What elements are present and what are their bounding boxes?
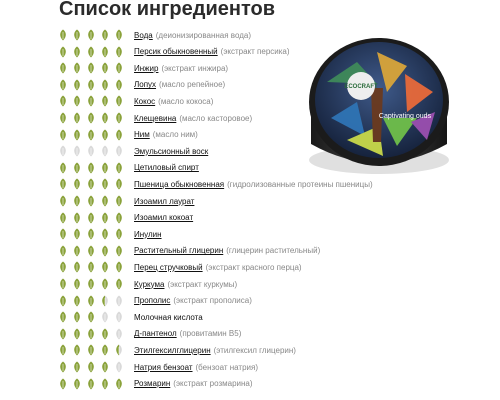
leaf-icon: [86, 112, 96, 124]
ingredient-name-link[interactable]: Пшеница обыкновенная: [134, 179, 225, 189]
product-name: Captivating ouds: [378, 113, 432, 120]
ingredient-row: [58, 161, 199, 175]
leaf-icon: [86, 178, 96, 190]
ingredient-note: (гидролизованные протеины пшеницы): [227, 179, 373, 189]
leaf-icon: [86, 129, 96, 141]
ingredient-note: (экстракт прополиса): [173, 296, 252, 306]
ingredient-note: (провитамин B5): [179, 329, 242, 339]
ingredient-name-link[interactable]: Вода: [134, 30, 153, 40]
leaf-icon: [72, 245, 82, 257]
ingredient-name-link[interactable]: Розмарин: [134, 379, 171, 389]
safety-rating: [58, 261, 134, 273]
leaf-icon: [72, 328, 82, 340]
ingredient-row: [58, 310, 203, 324]
leaf-icon: [100, 311, 110, 323]
leaf-icon: [58, 46, 68, 58]
leaf-icon: [72, 29, 82, 41]
leaf-icon: [100, 62, 110, 74]
leaf-icon: [86, 245, 96, 257]
leaf-icon: [58, 195, 68, 207]
leaf-icon: [100, 46, 110, 58]
leaf-icon: [86, 261, 96, 273]
ingredient-row: [58, 277, 237, 291]
ingredient-name-link[interactable]: Клещевина: [134, 113, 177, 123]
ingredient-name-link[interactable]: Этилгексилглицерин: [134, 345, 211, 355]
safety-rating: [58, 46, 134, 58]
ingredient-row: [58, 111, 252, 125]
ingredient-note: (экстракт розмарина): [173, 379, 253, 389]
safety-rating: [58, 195, 134, 207]
ingredient-row: [58, 377, 253, 391]
leaf-icon: [72, 178, 82, 190]
ingredient-name-link[interactable]: Кокос: [134, 96, 156, 106]
safety-rating: [58, 344, 134, 356]
leaf-icon: [58, 95, 68, 107]
leaf-icon: [114, 162, 124, 174]
leaf-icon: [100, 145, 110, 157]
ingredient-note: (экстракт персика): [220, 47, 290, 57]
safety-rating: [58, 228, 134, 240]
safety-rating: [58, 79, 134, 91]
ingredient-name-link[interactable]: Эмульсионный воск: [134, 146, 209, 156]
leaf-icon: [100, 361, 110, 373]
ingredient-name-link[interactable]: Изоамил кокоат: [134, 213, 194, 223]
ingredient-name-link[interactable]: Изоамил лаурат: [134, 196, 195, 206]
leaf-icon: [86, 311, 96, 323]
ingredient-name-link: Молочная кислота: [134, 312, 203, 322]
leaf-icon: [58, 344, 68, 356]
ingredient-name-link[interactable]: Инжир: [134, 63, 159, 73]
leaf-icon: [100, 328, 110, 340]
ingredient-row: [58, 45, 290, 59]
ingredient-name-link[interactable]: Перец стручковый: [134, 262, 203, 272]
leaf-icon: [114, 245, 124, 257]
ingredient-name-link[interactable]: Прополис: [134, 296, 171, 306]
safety-rating: [58, 129, 134, 141]
leaf-icon: [100, 245, 110, 257]
safety-rating: [58, 361, 134, 373]
leaf-icon: [58, 261, 68, 273]
ingredient-row: [58, 343, 296, 357]
product-image: [287, 22, 467, 182]
leaf-icon: [58, 361, 68, 373]
leaf-icon: [72, 361, 82, 373]
leaf-icon: [58, 245, 68, 257]
leaf-icon: [114, 112, 124, 124]
safety-rating: [58, 212, 134, 224]
leaf-icon: [114, 29, 124, 41]
ingredient-name-link[interactable]: Персик обыкновенный: [134, 47, 218, 57]
page-title: Список ингредиентов: [59, 0, 276, 20]
leaf-icon: [86, 29, 96, 41]
leaf-icon: [86, 145, 96, 157]
leaf-icon: [100, 112, 110, 124]
leaf-icon: [72, 162, 82, 174]
ingredient-note: (глицерин растительный): [226, 246, 321, 256]
leaf-icon: [114, 328, 124, 340]
leaf-icon: [58, 79, 68, 91]
leaf-icon: [114, 145, 124, 157]
leaf-icon: [114, 378, 124, 390]
leaf-icon: [114, 278, 124, 290]
ingredient-row: [58, 128, 198, 142]
ingredient-name-link[interactable]: Ним: [134, 130, 150, 140]
leaf-icon: [58, 178, 68, 190]
ingredient-name-link[interactable]: Натрия бензоат: [134, 362, 193, 372]
leaf-icon: [100, 29, 110, 41]
leaf-icon: [114, 361, 124, 373]
leaf-icon: [58, 145, 68, 157]
leaf-icon: [100, 129, 110, 141]
ingredient-row: [58, 294, 252, 308]
leaf-icon: [58, 112, 68, 124]
safety-rating: [58, 295, 134, 307]
ingredient-note: (деионизированная вода): [155, 30, 252, 40]
leaf-icon: [100, 162, 110, 174]
ingredient-note: (масло ним): [152, 130, 198, 140]
leaf-icon: [58, 378, 68, 390]
leaf-icon: [58, 129, 68, 141]
leaf-icon: [100, 295, 110, 307]
ingredient-note: (бензоат натрия): [195, 362, 258, 372]
leaf-icon: [72, 79, 82, 91]
leaf-icon: [114, 46, 124, 58]
leaf-icon: [58, 228, 68, 240]
leaf-icon: [72, 95, 82, 107]
leaf-icon: [100, 278, 110, 290]
leaf-icon: [58, 278, 68, 290]
leaf-icon: [114, 79, 124, 91]
leaf-icon: [86, 195, 96, 207]
leaf-icon: [100, 79, 110, 91]
leaf-icon: [100, 178, 110, 190]
leaf-icon: [114, 228, 124, 240]
leaf-icon: [100, 378, 110, 390]
safety-rating: [58, 145, 134, 157]
leaf-icon: [114, 212, 124, 224]
ingredient-row: [58, 78, 225, 92]
ingredient-row: [58, 211, 193, 225]
leaf-icon: [72, 112, 82, 124]
safety-rating: [58, 95, 134, 107]
leaf-icon: [58, 212, 68, 224]
leaf-icon: [86, 228, 96, 240]
leaf-icon: [114, 178, 124, 190]
ingredient-note: (этилгексил глицерин): [213, 345, 296, 355]
leaf-icon: [100, 195, 110, 207]
ingredient-row: [58, 327, 241, 341]
safety-rating: [58, 328, 134, 340]
safety-rating: [58, 162, 134, 174]
safety-rating: [58, 378, 134, 390]
ingredient-row: [58, 227, 162, 241]
leaf-icon: [86, 79, 96, 91]
leaf-icon: [72, 46, 82, 58]
ingredient-row: [58, 244, 320, 258]
leaf-icon: [86, 378, 96, 390]
ingredient-note: (масло репейное): [159, 80, 226, 90]
ingredient-note: (масло касторовое): [179, 113, 253, 123]
leaf-icon: [114, 129, 124, 141]
leaf-icon: [86, 344, 96, 356]
safety-rating: [58, 112, 134, 124]
leaf-icon: [86, 62, 96, 74]
safety-rating: [58, 62, 134, 74]
leaf-icon: [100, 261, 110, 273]
leaf-icon: [72, 261, 82, 273]
ingredient-row: [58, 194, 194, 208]
leaf-icon: [58, 328, 68, 340]
safety-rating: [58, 278, 134, 290]
ingredient-name-link[interactable]: Инулин: [134, 229, 162, 239]
leaf-icon: [100, 95, 110, 107]
ingredient-name-link[interactable]: Цетиловый спирт: [134, 163, 199, 173]
ingredient-note: (экстракт инжира): [161, 63, 229, 73]
ingredient-row: [58, 61, 228, 75]
leaf-icon: [86, 46, 96, 58]
leaf-icon: [114, 344, 124, 356]
ingredient-row: [58, 260, 302, 274]
safety-rating: [58, 178, 134, 190]
leaf-icon: [58, 29, 68, 41]
leaf-icon: [114, 261, 124, 273]
ingredient-name-link[interactable]: Растительный глицерин: [134, 246, 224, 256]
leaf-icon: [86, 95, 96, 107]
leaf-icon: [114, 62, 124, 74]
ingredient-name-link[interactable]: Куркума: [134, 279, 165, 289]
leaf-icon: [114, 311, 124, 323]
ingredient-row: [58, 144, 208, 158]
ingredient-row: [58, 360, 258, 374]
ingredient-name-link[interactable]: Д-пантенол: [134, 329, 177, 339]
leaf-icon: [86, 295, 96, 307]
leaf-icon: [72, 378, 82, 390]
leaf-icon: [72, 145, 82, 157]
ingredient-note: (масло кокоса): [158, 96, 214, 106]
leaf-icon: [86, 162, 96, 174]
leaf-icon: [58, 62, 68, 74]
safety-rating: [58, 29, 134, 41]
leaf-icon: [72, 278, 82, 290]
leaf-icon: [58, 162, 68, 174]
leaf-icon: [100, 344, 110, 356]
product-brand: ECOCRAFT: [344, 84, 378, 90]
leaf-icon: [86, 212, 96, 224]
leaf-icon: [100, 212, 110, 224]
leaf-icon: [72, 295, 82, 307]
leaf-icon: [86, 361, 96, 373]
leaf-icon: [72, 228, 82, 240]
leaf-icon: [72, 311, 82, 323]
ingredient-row: [58, 94, 213, 108]
leaf-icon: [72, 195, 82, 207]
leaf-icon: [72, 344, 82, 356]
ingredient-note: (экстракт красного перца): [205, 262, 302, 272]
safety-rating: [58, 245, 134, 257]
leaf-icon: [58, 311, 68, 323]
leaf-icon: [114, 95, 124, 107]
leaf-icon: [114, 195, 124, 207]
ingredient-row: [58, 28, 251, 42]
leaf-icon: [100, 228, 110, 240]
leaf-icon: [72, 212, 82, 224]
ingredient-name-link[interactable]: Лопух: [134, 80, 157, 90]
leaf-icon: [86, 328, 96, 340]
leaf-icon: [72, 129, 82, 141]
ingredient-note: (экстракт куркумы): [167, 279, 238, 289]
safety-rating: [58, 311, 134, 323]
leaf-icon: [86, 278, 96, 290]
leaf-icon: [58, 295, 68, 307]
leaf-icon: [114, 295, 124, 307]
leaf-icon: [72, 62, 82, 74]
